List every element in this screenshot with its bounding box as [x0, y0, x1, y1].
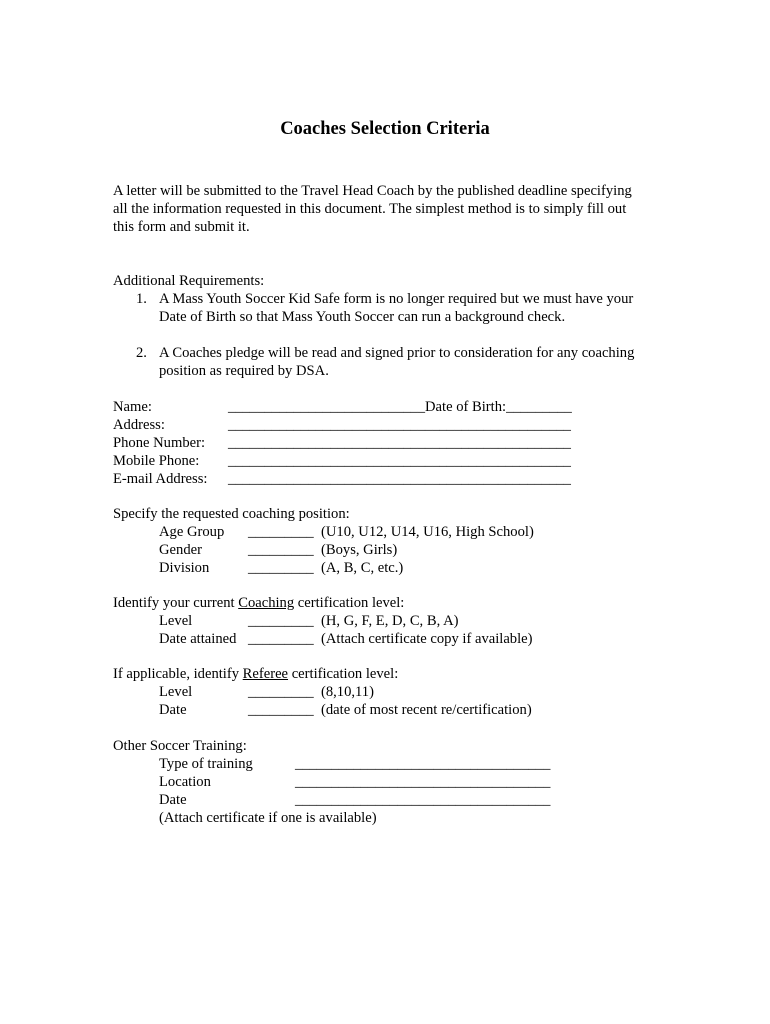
requirement-text: position as required by DSA.: [159, 363, 329, 379]
phone-label: Phone Number:: [113, 435, 206, 451]
coaching-date-label: Date attained: [159, 631, 237, 647]
name-blank[interactable]: ___________________________: [228, 399, 426, 415]
coaching-level-field[interactable]: _________: [248, 613, 314, 629]
age-group-field[interactable]: _________: [248, 524, 314, 540]
age-group-hint: (U10, U12, U14, U16, High School): [321, 524, 534, 540]
intro-line: all the information requested in this document. The simplest method is to simply fill out: [113, 201, 627, 217]
dob-label: Date of Birth:: [425, 399, 507, 415]
training-note: (Attach certificate if one is available): [159, 810, 377, 826]
training-date-field[interactable]: ___________________________________: [295, 792, 551, 808]
coaching-date-field[interactable]: _________: [248, 631, 314, 647]
referee-heading-underlined: Referee: [242, 666, 289, 682]
training-location-label: Location: [159, 774, 211, 790]
requirements-heading: Additional Requirements:: [113, 273, 265, 289]
referee-level-field[interactable]: _________: [248, 684, 314, 700]
mobile-label: Mobile Phone:: [113, 453, 200, 469]
email-label: E-mail Address:: [113, 471, 208, 487]
referee-date-hint: (date of most recent re/certification): [321, 702, 532, 718]
training-type-label: Type of training: [159, 756, 253, 772]
coaching-heading: [113, 594, 404, 612]
division-field[interactable]: _________: [248, 560, 314, 576]
requirement-text: A Mass Youth Soccer Kid Safe form is no longer required but we must have your: [159, 291, 634, 307]
page-title: Coaches Selection Criteria: [280, 119, 490, 139]
coaching-level-label: Level: [159, 613, 193, 629]
division-hint: (A, B, C, etc.): [321, 560, 404, 576]
referee-heading-post: certification level:: [288, 666, 399, 682]
other-heading: Other Soccer Training:: [113, 738, 247, 754]
coaching-date-hint: (Attach certificate copy if available): [321, 631, 533, 647]
address-label: Address:: [113, 417, 165, 433]
division-label: Division: [159, 560, 210, 576]
referee-heading: [113, 665, 398, 683]
position-heading: Specify the requested coaching position:: [113, 506, 350, 522]
mobile-field[interactable]: _______________________________________________: [228, 453, 571, 469]
gender-hint: (Boys, Girls): [321, 542, 398, 558]
name-label: Name:: [113, 399, 152, 415]
referee-date-label: Date: [159, 702, 187, 718]
requirement-text: A Coaches pledge will be read and signed prior to consideration for any coaching: [159, 345, 635, 361]
gender-field[interactable]: _________: [248, 542, 314, 558]
referee-level-hint: (8,10,11): [321, 684, 374, 700]
gender-label: Gender: [159, 542, 202, 558]
training-type-field[interactable]: ___________________________________: [295, 756, 551, 772]
coaching-level-hint: (H, G, F, E, D, C, B, A): [321, 613, 459, 629]
requirement-number: 1.: [136, 291, 147, 307]
coaching-heading-underlined: Coaching: [238, 595, 295, 611]
phone-field[interactable]: _______________________________________________: [228, 435, 571, 451]
name-field[interactable]: [228, 398, 572, 416]
referee-level-label: Level: [159, 684, 193, 700]
referee-heading-pre: If applicable, identify: [113, 666, 243, 682]
training-location-field[interactable]: ___________________________________: [295, 774, 551, 790]
address-field[interactable]: _______________________________________________: [228, 417, 571, 433]
training-date-label: Date: [159, 792, 187, 808]
coaching-heading-pre: Identify your current: [113, 595, 239, 611]
intro-line: A letter will be submitted to the Travel Head Coach by the published deadline specifying: [113, 183, 632, 199]
email-field[interactable]: _______________________________________________: [228, 471, 571, 487]
referee-date-field[interactable]: _________: [248, 702, 314, 718]
requirement-text: Date of Birth so that Mass Youth Soccer can run a background check.: [159, 309, 566, 325]
age-group-label: Age Group: [159, 524, 225, 540]
dob-field[interactable]: _________: [506, 399, 572, 415]
coaching-heading-post: certification level:: [294, 595, 405, 611]
intro-line: this form and submit it.: [113, 219, 250, 235]
requirement-number: 2.: [136, 345, 147, 361]
